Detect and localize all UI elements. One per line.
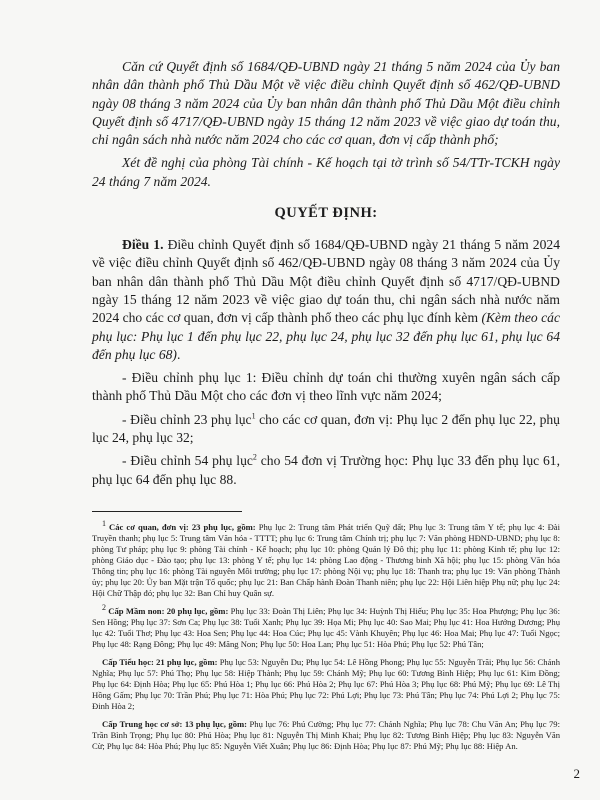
article-1 [92, 236, 560, 364]
footnote-1-text: Phụ lục 2: Trung tâm Phát triển Quỹ đất; Phụ lục 3: Trung tâm Y tế; phụ lục 4: Đài Truyền thanh; phụ lục 5: Trung tâm Văn hóa - TTTT; phụ lục 6: Trung tâm Chính trị; phụ lục 7: Văn phòng HĐND-UBND; phụ lục 8: phòng Tư pháp; phụ lục 9: phòng Tài chính - Kế hoạch; phụ lục 10: phòng Quản lý Đô thị; phụ lục 11: phòng Kinh tế; phụ lục 12: phòng Giáo dục - Đào tạo; phụ lục 13: phòng Y tế; phụ lục 14: phòng Lao động - Thương binh Xã hội; phụ lục 15: phòng Văn hóa Thông tin; phụ lục 16: phòng Tài nguyên Môi trường; phụ lục 17: phòng Nội vụ; phụ lục 18: Thanh tra; phụ lục 19: Văn phòng Thành ủy; phụ lục 20: Ủy ban Mặt trận Tổ quốc; phụ lục 21: Ban Chấp hành Đoàn Thanh niên; phụ lục 22: Hội Liên hiệp Phụ nữ; phụ lục 24: Hội Chữ Thập đỏ; phụ lục 32: Ban Chỉ huy Quân sự. [92, 521, 560, 598]
preamble-proposal: Xét đề nghị của phòng Tài chính - Kế hoạch tại tờ trình số 54/TTr-TCKH ngày 24 tháng 7 năm 2024. [92, 155, 560, 189]
item-54-annexes-lead: - Điều chỉnh 54 phụ lục [122, 453, 253, 469]
footnote-secondary-heading: Cấp Trung học cơ sở: 13 phụ lục, gồm: [102, 718, 248, 729]
article-1-text: Điều chỉnh Quyết định số 1684/QĐ-UBND ngày 21 tháng 5 năm 2024 về việc điều chỉnh Quyết định số 462/QĐ-UBND ngày 08 tháng 3 năm 2024 của Ủy ban nhân dân thành phố Thủ Dầu Một điều chỉnh Quyết định số 4717/QĐ-UBND ngày 15 tháng 12 năm 2023 về việc giao dự toán thu, chi ngân sách nhà nước năm 2024 cho các cơ quan, đơn vị cấp thành phố theo các phụ lục đính kèm [92, 237, 560, 326]
decision-title: QUYẾT ĐỊNH: [274, 205, 378, 222]
article-1-label: Điều 1. [122, 237, 164, 253]
footnote-divider [92, 511, 242, 512]
footnote-2-text: Phụ lục 33: Đoàn Thị Liên; Phụ lục 34: Huỳnh Thị Hiếu; Phụ lục 35: Hoa Phượng; Phụ lục 36: Sen Hồng; Phụ lục 37: Sơn Ca; Phụ lục 38: Tuổi Xanh; Phụ lục 39: Họa Mi; Phụ lục 40: Sao Mai; Phụ lục 41: Hoa Hướng Dương; Phụ lục 42: Tuổi Thơ; Phụ lục 43: Hoa Sen; Phụ lục 44: Hoa Cúc; Phụ lục 45: Vành Khuyên; Phụ lục 46: Hoa Mai; Phụ lục 47: Tuổi Ngọc; Phụ lục 48: Rạng Đông; Phụ lục 49: Măng Non; Phụ lục 50: Hoa Lan; Phụ lục 51: Hòa Phú; Phụ lục 52: Phú Tân; [92, 605, 560, 649]
footnote-1-number: 1 [102, 519, 106, 529]
page-number: 2 [573, 766, 580, 781]
footnote-2-heading: Cấp Mầm non: 20 phụ lục, gồm: [106, 605, 229, 616]
footnote-primary-text: Phụ lục 53: Nguyễn Du; Phụ lục 54: Lê Hồng Phong; Phụ lục 55: Nguyễn Trãi; Phụ lục 56: Chánh Nghĩa; Phụ lục 57: Phú Thọ; Phụ lục 58: Hiệp Thành; Phụ lục 59: Chánh Mỹ; Phụ lục 60: Tương Bình Hiệp; Phụ lục 61: Kim Đồng; Phụ lục 64: Định Hòa; Phụ lục 65: Phú Hòa 1; Phụ lục 66: Phú Hòa 2; Phụ lục 67: Phú Hòa 3; Phụ lục 68: Phú Mỹ; Phụ lục 69: Lê Thị Hồng Gấm; Phụ lục 70: Trần Phú; Phụ lục 71: Hòa Phú; Phụ lục 72: Phú Lợi; Phụ lục 73: Phú Tân; Phụ lục 74: Phú Lợi 2; Phụ lục 75: Đinh Hòa 2; [92, 656, 560, 711]
item-23-annexes-text: cho các cơ quan, đơn vị: Phụ lục 2 đến phụ lục 22, phụ lục 24, phụ lục 32; [92, 411, 560, 446]
footnote-ref-2: 2 [252, 452, 257, 462]
item-23-annexes [92, 411, 560, 448]
footnote-1-heading: Các cơ quan, đơn vị: 23 phụ lục, gồm: [106, 521, 256, 532]
footnote-primary-heading: Cấp Tiểu học: 21 phụ lục, gồm: [102, 656, 218, 667]
article-1-annex-note: (Kèm theo các phụ lục: Phụ lục 1 đến phụ lục 22, phụ lục 24, phụ lục 32 đến phụ lục 61, phụ lục 64 đến phụ lục 68) [92, 310, 560, 362]
article-1-end: . [176, 346, 181, 362]
item-annex-1: - Điều chỉnh phụ lục 1: Điều chỉnh dự toán chi thường xuyên ngân sách cấp thành phố Thủ Dầu Một cho các đơn vị theo lĩnh vực năm 2024; [92, 370, 560, 404]
footnote-ref-1: 1 [251, 411, 256, 421]
footnote-2-primary [92, 657, 560, 712]
footnote-secondary-text: Phụ lục 76: Phú Cường; Phụ lục 77: Chánh Nghĩa; Phụ lục 78: Chu Văn An; Phụ lục 79: Trần Bình Trọng; Phụ lục 80: Phú Hòa; Phụ lục 81: Nguyễn Thị Minh Khai; Phụ lục 82: Tương Bình Hiệp; Phụ lục 83: Nguyễn Văn Cừ; Phụ lục 84: Hòa Phú; Phụ lục 85: Nguyễn Viết Xuân; Phụ lục 86: Định Hòa; Phụ lục 87: Phú Mỹ; Phụ lục 88: Hiệp An. [92, 718, 560, 751]
item-54-annexes-text: cho 54 đơn vị Trường học: Phụ lục 33 đến phụ lục 61, phụ lục 64 đến phụ lục 88. [92, 453, 560, 487]
footnote-2-number: 2 [102, 603, 106, 613]
preamble-legal-basis: Căn cứ Quyết định số 1684/QĐ-UBND ngày 21 tháng 5 năm 2024 của Ủy ban nhân dân thành phố Thủ Dầu Một về việc điều chỉnh Quyết định số 462/QĐ-UBND ngày 08 tháng 3 năm 2024 của Ủy ban nhân dân thành phố Thủ Dầu Một điều chỉnh Quyết định số 4717/QĐ-UBND ngày 15 tháng 12 năm 2023 về việc giao dự toán thu, chi ngân sách nhà nước năm 2024 cho các cơ quan, đơn vị cấp thành phố; [92, 59, 560, 148]
item-23-annexes-lead: - Điều chỉnh 23 phụ lục [122, 411, 252, 427]
item-54-annexes [92, 452, 560, 489]
footnote-2-secondary [92, 719, 560, 752]
footnote-1 [92, 519, 560, 599]
footnote-2-preschool [92, 603, 560, 650]
